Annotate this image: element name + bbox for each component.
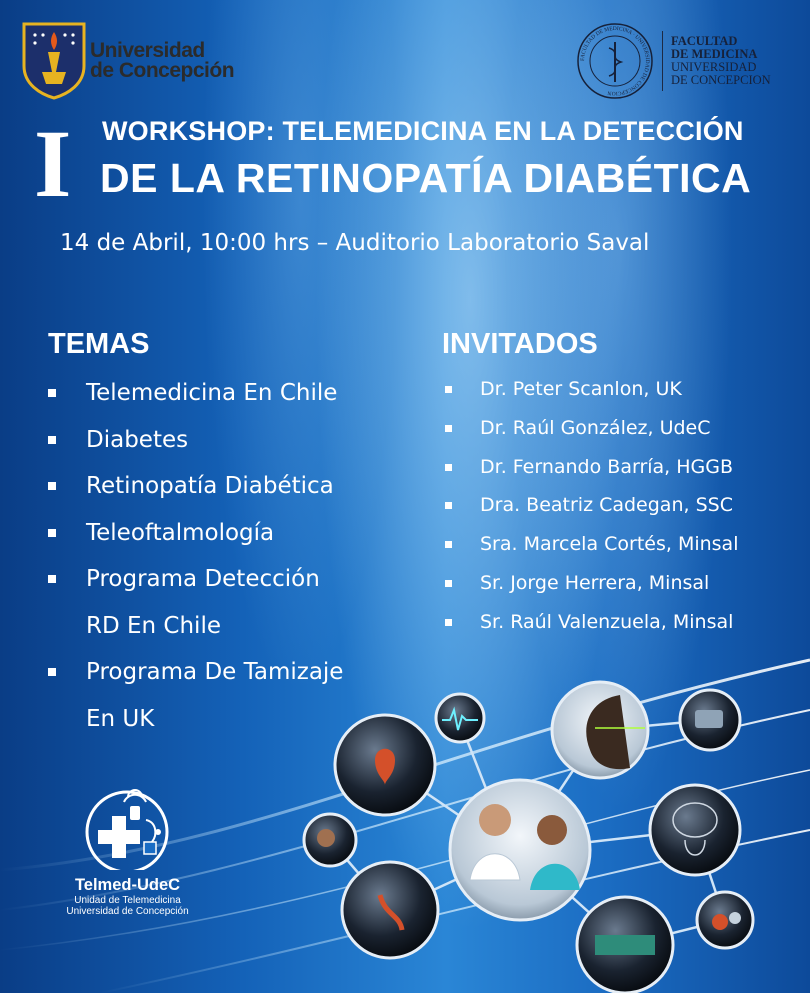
bullet-icon: [445, 541, 452, 548]
faculty-logo: [576, 22, 771, 100]
telemedicine-cross-icon: [60, 788, 195, 870]
retina-scan-monitor-image: [697, 892, 753, 948]
udec-logo: [22, 22, 234, 100]
bullet-icon: [48, 389, 56, 397]
doctor-consultation-image: [450, 780, 590, 920]
bullet-icon: [48, 436, 56, 444]
ecg-monitor-image: [436, 694, 484, 742]
telmed-subtitle-line1: Unidad de Telemedicina: [74, 895, 181, 906]
list-item: Dr. Raúl González, UdeC: [442, 409, 738, 448]
eye-scan-portrait-image: [552, 682, 648, 778]
list-item-continuation: En UK: [86, 705, 155, 732]
bullet-icon: [48, 529, 56, 537]
bullet-icon: [48, 575, 56, 583]
invitados-list: [442, 370, 738, 642]
bullet-icon: [445, 580, 452, 587]
list-item: Retinopatía Diabética: [48, 463, 343, 510]
brain-xray-image: [650, 785, 740, 875]
telmed-logo: [60, 788, 195, 917]
heart-xray-image: [335, 715, 435, 815]
body-xray-image: [342, 862, 438, 958]
list-item: Teleoftalmología: [48, 510, 343, 557]
faculty-name: [671, 35, 771, 87]
list-item: Dr. Fernando Barría, HGGB: [442, 448, 738, 487]
faculty-divider: [662, 31, 663, 91]
medical-imagery-network: [290, 680, 810, 993]
bullet-icon: [445, 425, 452, 432]
temas-heading: TEMAS: [48, 328, 150, 360]
university-name: [90, 41, 234, 81]
university-shield-icon: [22, 22, 86, 100]
telmed-name: Telmed-UdeC: [74, 876, 181, 894]
faculty-name-line3: UNIVERSIDAD: [671, 60, 757, 74]
list-item: Sr. Raúl Valenzuela, Minsal: [442, 603, 738, 642]
list-item: Dra. Beatriz Cadegan, SSC: [442, 486, 738, 525]
list-item: Programa De Tamizaje: [48, 649, 343, 696]
roman-numeral: I: [34, 110, 72, 217]
eye-exam-equipment-image: [680, 690, 740, 750]
faculty-name-line1: FACULTAD: [671, 34, 738, 48]
list-item: Sr. Jorge Herrera, Minsal: [442, 564, 738, 603]
faculty-name-line2: DE MEDICINA: [671, 47, 758, 61]
list-item: Diabetes: [48, 417, 343, 464]
list-item: Telemedicina En Chile: [48, 370, 343, 417]
patient-photo-image: [304, 814, 356, 866]
bullet-icon: [445, 502, 452, 509]
title-line2: DE LA RETINOPATÍA DIABÉTICA: [100, 155, 752, 201]
bullet-icon: [445, 619, 452, 626]
university-name-line2: de Concepción: [90, 59, 235, 82]
bullet-icon: [48, 482, 56, 490]
surgery-room-image: [577, 897, 673, 993]
list-item: Dr. Peter Scanlon, UK: [442, 370, 738, 409]
list-item: Sra. Marcela Cortés, Minsal: [442, 525, 738, 564]
bullet-icon: [445, 464, 452, 471]
faculty-name-line4: DE CONCEPCION: [671, 73, 771, 87]
seal-ring-text: FACULTAD DE MEDICINA · UNIVERSIDAD DE CONCEPCION: [579, 25, 651, 97]
university-name-line1: Universidad: [90, 39, 205, 62]
event-date-location: 14 de Abril, 10:00 hrs – Auditorio Laboratorio Saval: [60, 230, 650, 256]
list-item: Programa Detección: [48, 556, 343, 603]
invitados-heading: INVITADOS: [442, 328, 598, 360]
list-item-continuation: RD En Chile: [86, 612, 221, 639]
bullet-icon: [48, 668, 56, 676]
bullet-icon: [445, 386, 452, 393]
faculty-seal-icon: [576, 22, 654, 100]
title-line1: WORKSHOP: TELEMEDICINA EN LA DETECCIÓN: [102, 116, 744, 146]
telmed-subtitle-line2: Universidad de Concepción: [66, 906, 189, 917]
